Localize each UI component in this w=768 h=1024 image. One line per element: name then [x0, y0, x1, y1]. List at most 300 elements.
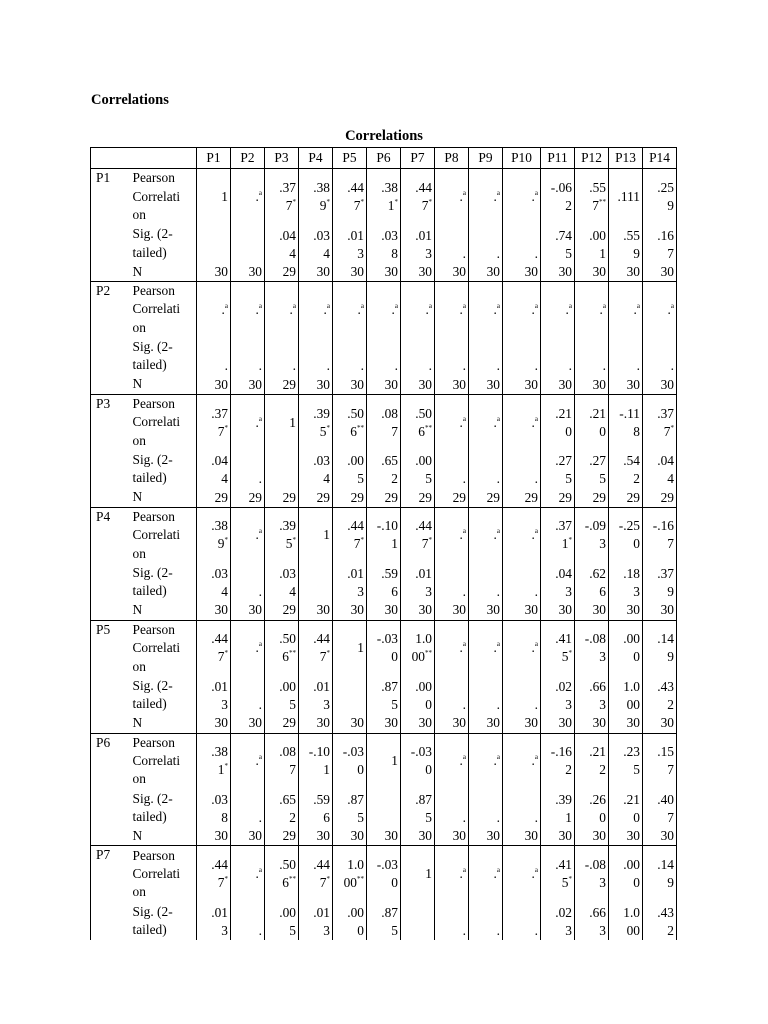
- cell-p4-p13-pearson: -.25 0: [609, 507, 643, 563]
- cell-p6-p8-n: 30: [435, 827, 469, 846]
- cell-p6-p9-n: 30: [469, 827, 503, 846]
- cell-p3-p12-pearson: .21 0: [575, 394, 609, 450]
- cell-p2-p9-pearson: .$^a$: [469, 281, 503, 337]
- cell-p4-p7-pearson: .44 7*: [401, 507, 435, 563]
- cell-p4-p8-sig: .: [435, 563, 469, 601]
- cell-p1-p11-sig: .74 5: [541, 225, 575, 263]
- cell-p6-p11-sig: .39 1: [541, 789, 575, 827]
- cell-p1-p1-pearson: 1: [197, 169, 231, 225]
- cell-p2-p3-sig: .: [265, 337, 299, 375]
- footnote-marker: a: [568, 301, 572, 310]
- cell-p3-p5-sig: .00 5: [333, 450, 367, 488]
- row-variable-p3: P3: [91, 394, 129, 507]
- significance-marker: **: [425, 649, 432, 658]
- cell-p6-p7-n: 30: [401, 827, 435, 846]
- cell-p5-p10-sig: .: [503, 676, 541, 714]
- table-row: [91, 225, 677, 263]
- cell-p3-p8-pearson: .$^a$: [435, 394, 469, 450]
- cell-p4-p2-n: 30: [231, 601, 265, 620]
- footnote-marker: a: [360, 301, 364, 310]
- cell-p1-p13-pearson: .111: [609, 169, 643, 225]
- cell-p2-p9-n: 30: [469, 375, 503, 394]
- cell-p1-p6-pearson: .38 1*: [367, 169, 401, 225]
- cell-p1-p12-pearson: .55 7**: [575, 169, 609, 225]
- significance-marker: *: [326, 197, 330, 206]
- cell-p2-p10-sig: .: [503, 337, 541, 375]
- cell-p2-p8-pearson: .$^a$: [435, 281, 469, 337]
- cell-p1-p6-n: 30: [367, 263, 401, 282]
- stat-label-n: N: [132, 715, 143, 731]
- cell-p3-p6-n: 29: [367, 488, 401, 507]
- cell-p3-p4-n: 29: [299, 488, 333, 507]
- cell-p3-p13-sig: .54 2: [609, 450, 643, 488]
- cell-p5-p5-sig: [333, 676, 367, 714]
- cell-p6-p8-pearson: .$^a$: [435, 733, 469, 789]
- cell-p7-p13-sig: 1.0 00: [609, 902, 643, 940]
- cell-p1-p3-sig: .04 4: [265, 225, 299, 263]
- table-row: [91, 263, 677, 282]
- cell-p2-p12-sig: .: [575, 337, 609, 375]
- cell-p7-p10-pearson: .$^a$: [503, 846, 541, 902]
- significance-marker: *: [326, 423, 330, 432]
- cell-p4-p3-pearson: .39 5*: [265, 507, 299, 563]
- cell-p6-p6-sig: [367, 789, 401, 827]
- cell-p3-p14-n: 29: [643, 488, 677, 507]
- footnote-marker: a: [292, 301, 296, 310]
- cell-p3-p1-pearson: .37 7*: [197, 394, 231, 450]
- cell-p4-p3-n: 29: [265, 601, 299, 620]
- table-row: [91, 563, 677, 601]
- cell-p4-p10-pearson: .$^a$: [503, 507, 541, 563]
- cell-p6-p9-pearson: .$^a$: [469, 733, 503, 789]
- cell-p6-p11-n: 30: [541, 827, 575, 846]
- cell-p5-p14-sig: .43 2: [643, 676, 677, 714]
- cell-p5-p13-sig: 1.0 00: [609, 676, 643, 714]
- cell-p6-p12-n: 30: [575, 827, 609, 846]
- table-row: [91, 488, 677, 507]
- footnote-marker: a: [534, 414, 538, 423]
- cell-p5-p13-pearson: .00 0: [609, 620, 643, 676]
- header-row: [91, 148, 677, 169]
- cell-p5-p4-n: 30: [299, 714, 333, 733]
- cell-p6-p5-n: 30: [333, 827, 367, 846]
- significance-marker: *: [428, 536, 432, 545]
- stat-label-sig: Sig. (2- tailed): [132, 790, 173, 825]
- significance-marker: *: [224, 762, 228, 771]
- footnote-marker: a: [496, 753, 500, 762]
- cell-p1-p10-n: 30: [503, 263, 541, 282]
- column-header-p6: P6: [367, 148, 401, 169]
- cell-p4-p11-sig: .04 3: [541, 563, 575, 601]
- cell-p5-p4-sig: .01 3: [299, 676, 333, 714]
- cell-p6-p2-sig: .: [231, 789, 265, 827]
- page-heading: Correlations: [91, 92, 169, 108]
- cell-p6-p1-n: 30: [197, 827, 231, 846]
- cell-p2-p4-pearson: .$^a$: [299, 281, 333, 337]
- footnote-marker: a: [258, 527, 262, 536]
- cell-p6-p14-n: 30: [643, 827, 677, 846]
- stat-label-n: N: [132, 828, 143, 844]
- cell-p7-p6-sig: .87 5: [367, 902, 401, 940]
- stat-label-sig: Sig. (2- tailed): [132, 564, 173, 599]
- cell-p5-p2-pearson: .$^a$: [231, 620, 265, 676]
- cell-p1-p8-pearson: .$^a$: [435, 169, 469, 225]
- cell-p3-p7-n: 29: [401, 488, 435, 507]
- cell-p4-p8-n: 30: [435, 601, 469, 620]
- cell-p7-p13-pearson: .00 0: [609, 846, 643, 902]
- cell-p2-p11-pearson: .$^a$: [541, 281, 575, 337]
- cell-p3-p4-sig: .03 4: [299, 450, 333, 488]
- cell-p2-p1-n: 30: [197, 375, 231, 394]
- footnote-marker: a: [496, 301, 500, 310]
- cell-p1-p10-pearson: .$^a$: [503, 169, 541, 225]
- row-variable-p7: P7: [91, 846, 129, 940]
- table-row: [91, 902, 677, 940]
- cell-p5-p2-n: 30: [231, 714, 265, 733]
- cell-p2-p7-sig: .: [401, 337, 435, 375]
- significance-marker: **: [425, 423, 432, 432]
- cell-p4-p9-sig: .: [469, 563, 503, 601]
- cell-p2-p7-pearson: .$^a$: [401, 281, 435, 337]
- cell-p3-p11-n: 29: [541, 488, 575, 507]
- table-row: [91, 450, 677, 488]
- cell-p4-p12-sig: .62 6: [575, 563, 609, 601]
- cell-p3-p9-pearson: .$^a$: [469, 394, 503, 450]
- cell-p5-p5-pearson: 1: [333, 620, 367, 676]
- cell-p5-p12-n: 30: [575, 714, 609, 733]
- cell-p3-p12-n: 29: [575, 488, 609, 507]
- cell-p5-p13-n: 30: [609, 714, 643, 733]
- cell-p6-p10-pearson: .$^a$: [503, 733, 541, 789]
- table-row: [91, 507, 677, 563]
- table-row: [91, 394, 677, 450]
- table-row: [91, 169, 677, 225]
- cell-p6-p14-pearson: .15 7: [643, 733, 677, 789]
- footnote-marker: a: [428, 301, 432, 310]
- footnote-marker: a: [462, 301, 466, 310]
- column-header-p2: P2: [231, 148, 265, 169]
- cell-p1-p1-sig: [197, 225, 231, 263]
- cell-p1-p3-n: 29: [265, 263, 299, 282]
- cell-p2-p5-pearson: .$^a$: [333, 281, 367, 337]
- cell-p1-p14-pearson: .25 9: [643, 169, 677, 225]
- cell-p1-p8-sig: .: [435, 225, 469, 263]
- cell-p3-p8-n: 29: [435, 488, 469, 507]
- cell-p6-p12-pearson: .21 2: [575, 733, 609, 789]
- cell-p4-p3-sig: .03 4: [265, 563, 299, 601]
- cell-p5-p9-n: 30: [469, 714, 503, 733]
- cell-p5-p3-n: 29: [265, 714, 299, 733]
- stat-label-sig: Sig. (2- tailed): [132, 451, 173, 486]
- cell-p6-p3-n: 29: [265, 827, 299, 846]
- footnote-marker: a: [258, 188, 262, 197]
- cell-p5-p9-sig: .: [469, 676, 503, 714]
- cell-p3-p6-sig: .65 2: [367, 450, 401, 488]
- cell-p5-p1-sig: .01 3: [197, 676, 231, 714]
- footnote-marker: a: [496, 188, 500, 197]
- cell-p3-p7-pearson: .50 6**: [401, 394, 435, 450]
- cell-p1-p2-sig: [231, 225, 265, 263]
- stat-label-sig: Sig. (2- tailed): [132, 339, 173, 373]
- cell-p3-p4-pearson: .39 5*: [299, 394, 333, 450]
- table-row: [91, 601, 677, 620]
- cell-p1-p5-n: 30: [333, 263, 367, 282]
- cell-p2-p5-sig: .: [333, 337, 367, 375]
- cell-p1-p12-n: 30: [575, 263, 609, 282]
- cell-p5-p6-sig: .87 5: [367, 676, 401, 714]
- stat-label-n: N: [132, 602, 143, 618]
- significance-marker: *: [360, 197, 364, 206]
- cell-p4-p7-sig: .01 3: [401, 563, 435, 601]
- header-corner-stat: [129, 148, 197, 169]
- cell-p5-p12-pearson: -.08 3: [575, 620, 609, 676]
- stat-label-n: N: [132, 376, 143, 392]
- footnote-marker: a: [258, 866, 262, 875]
- cell-p3-p11-sig: .27 5: [541, 450, 575, 488]
- footnote-marker: a: [534, 753, 538, 762]
- cell-p5-p9-pearson: .$^a$: [469, 620, 503, 676]
- cell-p3-p3-n: 29: [265, 488, 299, 507]
- cell-p6-p4-sig: .59 6: [299, 789, 333, 827]
- cell-p4-p2-pearson: .$^a$: [231, 507, 265, 563]
- table-row: [91, 827, 677, 846]
- cell-p1-p7-n: 30: [401, 263, 435, 282]
- cell-p6-p13-n: 30: [609, 827, 643, 846]
- significance-marker: **: [289, 875, 296, 884]
- cell-p2-p1-pearson: .$^a$: [197, 281, 231, 337]
- cell-p5-p3-pearson: .50 6**: [265, 620, 299, 676]
- column-header-p3: P3: [265, 148, 299, 169]
- cell-p6-p2-n: 30: [231, 827, 265, 846]
- stat-label-n: N: [132, 263, 143, 279]
- cell-p2-p2-pearson: .$^a$: [231, 281, 265, 337]
- cell-p6-p10-n: 30: [503, 827, 541, 846]
- significance-marker: *: [428, 197, 432, 206]
- row-variable-p1: P1: [91, 169, 129, 282]
- table-caption: Correlations: [345, 128, 423, 144]
- cell-p4-p4-pearson: 1: [299, 507, 333, 563]
- cell-p2-p4-n: 30: [299, 375, 333, 394]
- cell-p2-p7-n: 30: [401, 375, 435, 394]
- cell-p1-p13-sig: .55 9: [609, 225, 643, 263]
- cell-p7-p4-pearson: .44 7*: [299, 846, 333, 902]
- cell-p5-p8-pearson: .$^a$: [435, 620, 469, 676]
- cell-p7-p7-pearson: 1: [401, 846, 435, 902]
- cell-p4-p13-sig: .18 3: [609, 563, 643, 601]
- footnote-marker: a: [462, 866, 466, 875]
- cell-p7-p3-sig: .00 5: [265, 902, 299, 940]
- cell-p2-p14-n: 30: [643, 375, 677, 394]
- cell-p3-p5-n: 29: [333, 488, 367, 507]
- cell-p7-p1-sig: .01 3: [197, 902, 231, 940]
- cell-p4-p13-n: 30: [609, 601, 643, 620]
- cell-p5-p7-pearson: 1.0 00**: [401, 620, 435, 676]
- cell-p3-p13-pearson: -.11 8: [609, 394, 643, 450]
- cell-p3-p8-sig: .: [435, 450, 469, 488]
- cell-p1-p9-n: 30: [469, 263, 503, 282]
- stat-label-sig: Sig. (2- tailed): [132, 677, 173, 712]
- cell-p2-p6-pearson: .$^a$: [367, 281, 401, 337]
- cell-p5-p12-sig: .66 3: [575, 676, 609, 714]
- cell-p7-p8-sig: .: [435, 902, 469, 940]
- cell-p7-p14-sig: .43 2: [643, 902, 677, 940]
- cell-p1-p14-sig: .16 7: [643, 225, 677, 263]
- stat-label-pearson: Pearson Correlati on: [129, 733, 197, 789]
- cell-p6-p5-pearson: -.03 0: [333, 733, 367, 789]
- cell-p4-p1-sig: .03 4: [197, 563, 231, 601]
- cell-p3-p9-sig: .: [469, 450, 503, 488]
- column-header-p5: P5: [333, 148, 367, 169]
- cell-p2-p2-n: 30: [231, 375, 265, 394]
- cell-p4-p5-sig: .01 3: [333, 563, 367, 601]
- correlations-table: [90, 147, 677, 940]
- cell-p4-p4-n: 30: [299, 601, 333, 620]
- cell-p7-p5-pearson: 1.0 00**: [333, 846, 367, 902]
- stat-label-pearson: Pearson Correlati on: [129, 169, 197, 225]
- cell-p4-p4-sig: [299, 563, 333, 601]
- significance-marker: *: [568, 875, 572, 884]
- table-row: [91, 714, 677, 733]
- significance-marker: **: [289, 649, 296, 658]
- table-row: [91, 620, 677, 676]
- cell-p7-p9-pearson: .$^a$: [469, 846, 503, 902]
- cell-p5-p8-n: 30: [435, 714, 469, 733]
- significance-marker: *: [224, 536, 228, 545]
- row-variable-p4: P4: [91, 507, 129, 620]
- significance-marker: *: [224, 649, 228, 658]
- cell-p1-p3-pearson: .37 7*: [265, 169, 299, 225]
- cell-p3-p10-n: 29: [503, 488, 541, 507]
- footnote-marker: a: [258, 640, 262, 649]
- significance-marker: **: [357, 423, 364, 432]
- footnote-marker: a: [534, 866, 538, 875]
- cell-p1-p14-n: 30: [643, 263, 677, 282]
- cell-p2-p10-pearson: .$^a$: [503, 281, 541, 337]
- cell-p6-p9-sig: .: [469, 789, 503, 827]
- cell-p2-p12-pearson: .$^a$: [575, 281, 609, 337]
- cell-p1-p5-pearson: .44 7*: [333, 169, 367, 225]
- table-row: [91, 281, 677, 337]
- significance-marker: *: [326, 875, 330, 884]
- cell-p4-p6-pearson: -.10 1: [367, 507, 401, 563]
- footnote-marker: a: [258, 301, 262, 310]
- footnote-marker: a: [462, 188, 466, 197]
- cell-p5-p14-n: 30: [643, 714, 677, 733]
- significance-marker: *: [394, 197, 398, 206]
- cell-p2-p8-sig: .: [435, 337, 469, 375]
- cell-p7-p12-pearson: -.08 3: [575, 846, 609, 902]
- cell-p2-p14-pearson: .$^a$: [643, 281, 677, 337]
- column-header-p12: P12: [575, 148, 609, 169]
- footnote-marker: a: [394, 301, 398, 310]
- cell-p2-p10-n: 30: [503, 375, 541, 394]
- cell-p2-p13-sig: .: [609, 337, 643, 375]
- column-header-p13: P13: [609, 148, 643, 169]
- footnote-marker: a: [496, 640, 500, 649]
- cell-p3-p1-sig: .04 4: [197, 450, 231, 488]
- cell-p6-p5-sig: .87 5: [333, 789, 367, 827]
- column-header-p1: P1: [197, 148, 231, 169]
- cell-p7-p10-sig: .: [503, 902, 541, 940]
- cell-p1-p6-sig: .03 8: [367, 225, 401, 263]
- cell-p5-p10-n: 30: [503, 714, 541, 733]
- cell-p3-p2-pearson: .$^a$: [231, 394, 265, 450]
- cell-p4-p2-sig: .: [231, 563, 265, 601]
- cell-p1-p4-sig: .03 4: [299, 225, 333, 263]
- cell-p3-p12-sig: .27 5: [575, 450, 609, 488]
- cell-p2-p13-n: 30: [609, 375, 643, 394]
- footnote-marker: a: [496, 866, 500, 875]
- cell-p4-p14-sig: .37 9: [643, 563, 677, 601]
- cell-p2-p11-sig: .: [541, 337, 575, 375]
- stat-label-pearson: Pearson Correlati on: [129, 507, 197, 563]
- cell-p6-p13-sig: .21 0: [609, 789, 643, 827]
- cell-p7-p2-sig: .: [231, 902, 265, 940]
- cell-p7-p14-pearson: .14 9: [643, 846, 677, 902]
- cell-p4-p9-n: 30: [469, 601, 503, 620]
- cell-p2-p6-sig: .: [367, 337, 401, 375]
- cell-p4-p8-pearson: .$^a$: [435, 507, 469, 563]
- significance-marker: *: [568, 649, 572, 658]
- cell-p2-p4-sig: .: [299, 337, 333, 375]
- significance-marker: *: [292, 536, 296, 545]
- column-header-p10: P10: [503, 148, 541, 169]
- cell-p4-p9-pearson: .$^a$: [469, 507, 503, 563]
- cell-p5-p11-n: 30: [541, 714, 575, 733]
- stat-label-pearson: Pearson Correlati on: [129, 846, 197, 902]
- cell-p3-p1-n: 29: [197, 488, 231, 507]
- footnote-marker: a: [636, 301, 640, 310]
- significance-marker: *: [326, 649, 330, 658]
- cell-p5-p6-pearson: -.03 0: [367, 620, 401, 676]
- footnote-marker: a: [496, 414, 500, 423]
- cell-p1-p2-n: 30: [231, 263, 265, 282]
- cell-p1-p7-sig: .01 3: [401, 225, 435, 263]
- cell-p6-p2-pearson: .$^a$: [231, 733, 265, 789]
- cell-p3-p13-n: 29: [609, 488, 643, 507]
- significance-marker: *: [360, 536, 364, 545]
- cell-p6-p7-pearson: -.03 0: [401, 733, 435, 789]
- cell-p2-p3-pearson: .$^a$: [265, 281, 299, 337]
- cell-p3-p2-sig: .: [231, 450, 265, 488]
- cell-p5-p8-sig: .: [435, 676, 469, 714]
- cell-p5-p1-pearson: .44 7*: [197, 620, 231, 676]
- cell-p5-p11-pearson: .41 5*: [541, 620, 575, 676]
- cell-p7-p4-sig: .01 3: [299, 902, 333, 940]
- cell-p2-p8-n: 30: [435, 375, 469, 394]
- cell-p3-p11-pearson: .21 0: [541, 394, 575, 450]
- cell-p1-p11-n: 30: [541, 263, 575, 282]
- cell-p5-p6-n: 30: [367, 714, 401, 733]
- row-variable-p2: P2: [91, 281, 129, 394]
- column-header-p7: P7: [401, 148, 435, 169]
- cell-p5-p11-sig: .02 3: [541, 676, 575, 714]
- cell-p3-p10-pearson: .$^a$: [503, 394, 541, 450]
- cell-p2-p14-sig: .: [643, 337, 677, 375]
- significance-marker: *: [670, 423, 674, 432]
- cell-p4-p1-n: 30: [197, 601, 231, 620]
- cell-p2-p3-n: 29: [265, 375, 299, 394]
- cell-p3-p10-sig: .: [503, 450, 541, 488]
- column-header-p11: P11: [541, 148, 575, 169]
- cell-p4-p10-sig: .: [503, 563, 541, 601]
- cell-p3-p6-pearson: .08 7: [367, 394, 401, 450]
- table-body: [91, 169, 677, 940]
- cell-p6-p11-pearson: -.16 2: [541, 733, 575, 789]
- cell-p6-p1-pearson: .38 1*: [197, 733, 231, 789]
- cell-p3-p14-pearson: .37 7*: [643, 394, 677, 450]
- footnote-marker: a: [670, 301, 674, 310]
